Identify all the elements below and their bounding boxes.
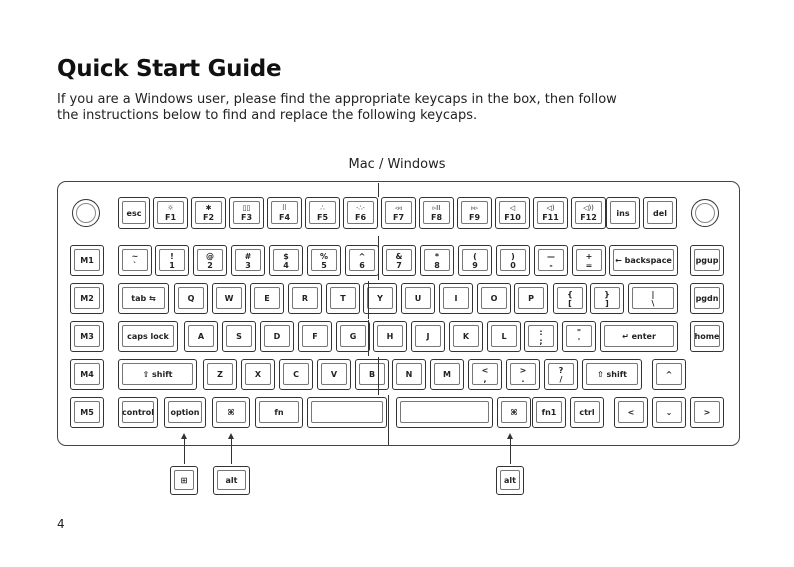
page-title: Quick Start Guide: [57, 56, 282, 82]
key-semicolon-shift-legend: :: [539, 327, 543, 337]
key-m5: [70, 397, 104, 428]
key-4: [269, 245, 303, 276]
key-b-legend: B: [368, 370, 376, 379]
key-b: [355, 359, 389, 390]
key-h-legend: H: [386, 332, 394, 341]
key-minus-shift-legend: —: [547, 251, 555, 261]
key-enter-legend: ↵ enter: [622, 332, 656, 341]
key-f7-legend: F7: [392, 213, 405, 222]
key-f9: [457, 197, 492, 229]
key-f8-icon: ▹II: [432, 204, 441, 212]
key-down: [652, 397, 686, 428]
key-8-legend: 8: [434, 260, 440, 270]
key-k: [449, 321, 483, 352]
key-i: [439, 283, 473, 314]
key-fn1-legend: fn1: [541, 408, 557, 417]
key-f: [298, 321, 332, 352]
key-f4-legend: F4: [278, 213, 291, 222]
key-del-legend: del: [653, 208, 667, 218]
key-3-legend: 3: [245, 260, 251, 270]
key-option: [164, 397, 206, 428]
key-backspace-legend: ← backspace: [615, 256, 672, 265]
page-number: 4: [57, 517, 65, 531]
key-m-legend: M: [443, 370, 451, 379]
key-f9-icon: ▹▹: [470, 204, 479, 212]
key-f1-icon: ☼: [167, 204, 174, 212]
key-o-legend: O: [490, 294, 498, 303]
key-9: [458, 245, 492, 276]
replacement-windows-key: [170, 466, 198, 495]
key-lbracket-shift-legend: {: [567, 289, 573, 299]
key-x: [241, 359, 275, 390]
key-period-shift-legend: >: [519, 365, 527, 375]
intro-text: If you are a Windows user, please find the appropriate keycaps in the box, then follow the instructions below to find and replace the following keycaps.: [57, 92, 617, 123]
key-3-shift-legend: #: [244, 251, 252, 261]
key-quote-legend: ': [577, 336, 581, 346]
replacement-alt-right: [496, 466, 524, 495]
key-left-legend: <: [627, 408, 635, 417]
key-backslash-shift-legend: |: [651, 289, 655, 299]
key-x-legend: X: [254, 370, 262, 379]
key-pgdn-legend: pgdn: [695, 294, 719, 303]
right-knob: [691, 199, 719, 227]
key-right: [690, 397, 724, 428]
key-f6-legend: F6: [354, 213, 367, 222]
key-rshift: [582, 359, 642, 390]
key-z: [203, 359, 237, 390]
key-f10: [495, 197, 530, 229]
key-m1: [70, 245, 104, 276]
key-quote-shift-legend: ": [576, 327, 582, 337]
key-tilde: [118, 245, 152, 276]
key-c: [279, 359, 313, 390]
key-option-legend: option: [170, 408, 200, 417]
key-right-legend: >: [703, 408, 711, 417]
key-8: [420, 245, 454, 276]
key-fn: [255, 397, 303, 428]
split-line: [388, 395, 389, 445]
key-minus: [534, 245, 568, 276]
key-f2: [191, 197, 226, 229]
key-rshift-legend: ⇧ shift: [597, 370, 627, 379]
key-f5-icon: ∴: [320, 204, 325, 212]
key-a: [184, 321, 218, 352]
key-k-legend: K: [462, 332, 470, 341]
key-m: [430, 359, 464, 390]
replacement-alt-left: [213, 466, 250, 495]
key-f-legend: F: [312, 332, 318, 341]
key-pgup: [690, 245, 724, 276]
key-quote: [562, 321, 596, 352]
key-f11-legend: F11: [542, 213, 559, 222]
key-m4-legend: M4: [80, 370, 94, 379]
key-4-shift-legend: $: [283, 251, 289, 261]
key-e: [250, 283, 284, 314]
key-ctrl-legend: ctrl: [579, 408, 595, 417]
connector-line: [184, 438, 185, 464]
key-q: [174, 283, 208, 314]
key-lbracket-legend: [: [568, 298, 572, 308]
key-g: [336, 321, 370, 352]
key-2-legend: 2: [207, 260, 213, 270]
key-down-legend: ⌄: [665, 408, 673, 417]
key-home: [690, 321, 724, 352]
key-backspace: [609, 245, 678, 276]
key-s: [222, 321, 256, 352]
key-esc: [118, 197, 150, 229]
key-9-legend: 9: [472, 260, 478, 270]
key-p: [514, 283, 548, 314]
key-m1-legend: M1: [80, 256, 94, 265]
key-1: [155, 245, 189, 276]
key-equals-legend: =: [585, 260, 593, 270]
key-lshift-legend: ⇧ shift: [142, 370, 173, 379]
key-comma: [468, 359, 502, 390]
split-line: [378, 236, 379, 280]
left-knob: [72, 199, 100, 227]
key-backslash: [628, 283, 678, 314]
key-esc-legend: esc: [126, 208, 142, 218]
key-f12-legend: F12: [580, 213, 597, 222]
key-rbracket: [590, 283, 624, 314]
key-rcommand-legend: ⌘: [510, 408, 518, 417]
key-minus-legend: -: [549, 260, 553, 270]
key-0-shift-legend: ): [511, 251, 515, 261]
key-f11-icon: ◁): [546, 204, 555, 212]
key-backslash-legend: \: [651, 298, 655, 308]
key-period: [506, 359, 540, 390]
key-z-legend: Z: [217, 370, 223, 379]
key-1-legend: 1: [169, 260, 175, 270]
key-p-legend: P: [528, 294, 534, 303]
key-8-shift-legend: *: [434, 251, 440, 261]
connector-line: [231, 438, 232, 464]
key-f7-icon: ◃◃: [394, 204, 403, 212]
key-f12: [571, 197, 606, 229]
key-lshift: [118, 359, 197, 390]
key-f6: [343, 197, 378, 229]
key-m5-legend: M5: [80, 408, 94, 417]
key-t: [326, 283, 360, 314]
key-slash-legend: /: [559, 374, 563, 384]
replacement-windows-key-legend: ⊞: [180, 476, 188, 485]
split-line: [368, 281, 369, 319]
key-m3: [70, 321, 104, 352]
key-control: [118, 397, 158, 428]
key-j-legend: J: [426, 332, 430, 341]
key-semicolon: [524, 321, 558, 352]
arrow-up-icon: [507, 433, 513, 439]
key-w-legend: W: [224, 294, 234, 303]
key-i-legend: I: [454, 294, 458, 303]
key-home-legend: home: [694, 332, 720, 341]
key-e-legend: E: [264, 294, 270, 303]
key-pgup-legend: pgup: [695, 256, 719, 265]
connector-line: [510, 438, 511, 464]
key-ins: [606, 197, 640, 229]
key-rbracket-shift-legend: }: [604, 289, 610, 299]
key-h: [373, 321, 407, 352]
key-semicolon-legend: ;: [539, 336, 543, 346]
split-line: [378, 183, 379, 197]
key-f1: [153, 197, 188, 229]
key-up: [652, 359, 686, 390]
key-equals: [572, 245, 606, 276]
key-enter: [600, 321, 678, 352]
key-ctrl: [570, 397, 604, 428]
key-period-legend: .: [521, 374, 525, 384]
key-rcommand: [497, 397, 531, 428]
key-tilde-shift-legend: ~: [131, 251, 139, 261]
key-m3-legend: M3: [80, 332, 94, 341]
key-comma-shift-legend: <: [481, 365, 489, 375]
key-control-legend: control: [122, 408, 154, 417]
key-1-shift-legend: !: [170, 251, 174, 261]
key-m4: [70, 359, 104, 390]
key-f10-icon: ◁: [509, 204, 516, 212]
key-left: [614, 397, 648, 428]
key-slash-shift-legend: ?: [558, 365, 564, 375]
key-f10-legend: F10: [504, 213, 521, 222]
key-f8-legend: F8: [430, 213, 443, 222]
key-r: [288, 283, 322, 314]
key-f1-legend: F1: [164, 213, 177, 222]
arrow-up-icon: [181, 433, 187, 439]
key-lcommand-legend: ⌘: [227, 408, 235, 417]
key-fn1: [532, 397, 566, 428]
split-line: [378, 357, 379, 395]
key-q-legend: Q: [187, 294, 195, 303]
replacement-alt-left-legend: alt: [225, 476, 238, 485]
key-s-legend: S: [236, 332, 242, 341]
key-v: [317, 359, 351, 390]
key-f2-icon: ✱: [205, 204, 212, 212]
key-r-legend: R: [301, 294, 309, 303]
key-y-legend: Y: [377, 294, 383, 303]
key-c-legend: C: [293, 370, 299, 379]
key-f4-icon: ⠿: [281, 204, 288, 212]
key-slash: [544, 359, 578, 390]
key-7-legend: 7: [396, 260, 402, 270]
key-d-legend: D: [273, 332, 281, 341]
key-f9-legend: F9: [468, 213, 481, 222]
key-space-right: [396, 397, 493, 428]
key-6-legend: 6: [359, 260, 365, 270]
key-fn-legend: fn: [274, 408, 284, 417]
key-m2-legend: M2: [80, 294, 94, 303]
key-w: [212, 283, 246, 314]
key-u-legend: U: [414, 294, 422, 303]
key-a-legend: A: [197, 332, 205, 341]
key-f12-icon: ◁)): [583, 204, 594, 212]
key-t-legend: T: [340, 294, 346, 303]
key-d: [260, 321, 294, 352]
key-f6-icon: ·∴·: [356, 204, 365, 212]
key-comma-legend: ,: [483, 374, 487, 384]
key-capslock-legend: caps lock: [127, 332, 169, 341]
key-tab: [118, 283, 169, 314]
key-5: [307, 245, 341, 276]
key-equals-shift-legend: +: [585, 251, 593, 261]
key-lbracket: [553, 283, 587, 314]
key-o: [477, 283, 511, 314]
key-0-legend: 0: [510, 260, 516, 270]
key-m2: [70, 283, 104, 314]
key-space-left: [307, 397, 387, 428]
keyboard-label: Mac / Windows: [348, 157, 446, 172]
key-lcommand: [212, 397, 250, 428]
key-f5-legend: F5: [316, 213, 329, 222]
key-f7: [381, 197, 416, 229]
key-up-legend: ^: [665, 370, 673, 379]
key-9-shift-legend: (: [473, 251, 477, 261]
split-line: [368, 320, 369, 356]
key-f3: [229, 197, 264, 229]
key-f3-legend: F3: [240, 213, 253, 222]
key-v-legend: V: [330, 370, 338, 379]
key-j: [411, 321, 445, 352]
key-f5: [305, 197, 340, 229]
key-n-legend: N: [405, 370, 413, 379]
key-u: [401, 283, 435, 314]
key-tab-legend: tab ⇆: [131, 294, 156, 303]
key-2: [193, 245, 227, 276]
key-n: [392, 359, 426, 390]
key-0: [496, 245, 530, 276]
arrow-up-icon: [228, 433, 234, 439]
key-7-shift-legend: &: [395, 251, 403, 261]
key-l-legend: L: [501, 332, 507, 341]
key-6: [345, 245, 379, 276]
key-del: [643, 197, 677, 229]
key-5-legend: 5: [321, 260, 327, 270]
key-f11: [533, 197, 568, 229]
key-f2-legend: F2: [202, 213, 215, 222]
key-tilde-legend: `: [133, 260, 137, 270]
key-l: [487, 321, 521, 352]
key-f8: [419, 197, 454, 229]
key-3: [231, 245, 265, 276]
key-f3-icon: ▯▯: [242, 204, 251, 212]
key-6-shift-legend: ^: [358, 251, 366, 261]
key-2-shift-legend: @: [206, 251, 214, 261]
key-4-legend: 4: [283, 260, 289, 270]
key-pgdn: [690, 283, 724, 314]
replacement-alt-right-legend: alt: [504, 476, 516, 485]
key-capslock: [118, 321, 178, 352]
key-g-legend: G: [349, 332, 357, 341]
key-ins-legend: ins: [616, 208, 630, 218]
key-f4: [267, 197, 302, 229]
key-5-shift-legend: %: [319, 251, 328, 261]
key-7: [382, 245, 416, 276]
key-rbracket-legend: ]: [605, 298, 609, 308]
